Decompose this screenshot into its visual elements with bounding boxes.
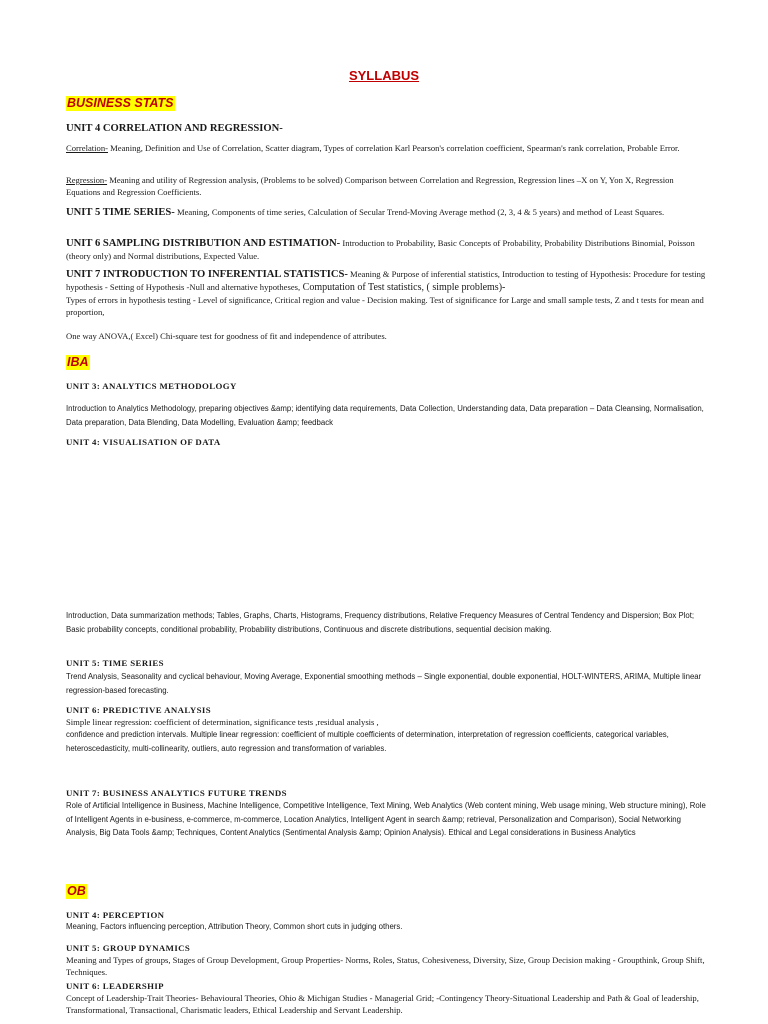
regression-label: Regression- xyxy=(66,175,108,185)
section-business-stats: BUSINESS STATS xyxy=(67,96,174,110)
bs-correlation xyxy=(66,142,706,154)
iba-unit7-text: Role of Artificial Intelligence in Business, Machine Intelligence, Competitive Intelligence, Text Mining, Web Analytics (Web content mining, Web usage mining, Web structure mining), Role of Intelligent Agents in e-business, e-commerce, m-commerce, Location Analytics, Intelligent Agent in search &amp; retrieval, Personalization and Comparison), Social Networking Analysis, Big Data Tools &amp; Techniques, Content Analytics (Sentimental Analysis &amp; Opinion Analysis). Ethical and Legal considerations in Business Analytics xyxy=(66,801,706,837)
bs-anova xyxy=(66,330,706,342)
iba-unit6-body xyxy=(66,728,706,755)
ob-unit6-heading: UNIT 6: LEADERSHIP xyxy=(66,981,164,991)
section-ob: OB xyxy=(67,884,86,898)
iba-unit4-text: Introduction, Data summarization methods; Tables, Graphs, Charts, Histograms, Frequency distributions, Relative Frequency Measures of Central Tendency and Dispersion; Box Plot; Basic probability concepts, conditional probability, Probability distributions, Continuous and discrete distributions, sequential decision making. xyxy=(66,611,695,634)
bs-unit6-heading: UNIT 6 SAMPLING DISTRIBUTION AND ESTIMATION- xyxy=(66,238,341,249)
bs-unit4-heading: UNIT 4 CORRELATION AND REGRESSION- xyxy=(66,123,283,134)
iba-unit5-body xyxy=(66,670,706,697)
bs-unit7-text2: Types of errors in hypothesis testing - Level of significance, Critical region and value - Decision making. Test of significance for Large and small sample tests, Z and t tests for mean and proportion, xyxy=(66,295,704,317)
ob-unit4-text: Meaning, Factors influencing perception, Attribution Theory, Common short cuts in judging others. xyxy=(66,922,403,931)
iba-unit3-text: Introduction to Analytics Methodology, preparing objectives &amp; identifying data requirements, Data Collection, Understanding data, Data preparation – Data Cleansing, Normalisation, Data preparation, Data Blending, Data Modelling, Evaluation &amp; feedback xyxy=(66,404,704,427)
bs-unit6-text: Introduction to Probability, Basic Concepts of Probability, Probability Distributions Binomial, Poisson (theory only) and Normal distributions, Expected Value. xyxy=(66,238,695,261)
iba-unit6 xyxy=(66,704,706,728)
iba-unit5 xyxy=(66,657,706,669)
correlation-text: Meaning, Definition and Use of Correlation, Scatter diagram, Types of correlation Karl Pearson's correlation coefficient, Spearman's rank correlation, Probable Error. xyxy=(108,143,680,153)
bs-unit6 xyxy=(66,237,706,262)
bs-unit7-text1: Meaning & Purpose of inferential statistics, Introduction to testing of Hypothesis: Procedure for testing hypothesis - Setting of Hypothesis -Null and alternative hypotheses, xyxy=(66,269,706,292)
correlation-label: Correlation- xyxy=(66,143,108,153)
anova-text: One way ANOVA,( Excel) Chi-square test for goodness of fit and independence of attributes. xyxy=(66,331,387,341)
ob-unit5-heading: UNIT 5: GROUP DYNAMICS xyxy=(66,943,191,953)
iba-unit4 xyxy=(66,436,706,448)
bs-unit7 xyxy=(66,268,706,318)
ob-unit6-text: Concept of Leadership-Trait Theories- Behavioural Theories, Ohio & Michigan Studies - Managerial Grid; -Contingency Theory-Situational Leadership and Path & Goal of leadership, Transformational, Transactional, Charismatic leaders, Ethical Leadership and Servant Leadership. xyxy=(66,993,699,1015)
ob-unit5-text: Meaning and Types of groups, Stages of Group Development, Group Properties- Norms, Roles, Status, Cohesiveness, Diversity, Size, Group Decision making - Groupthink, Group Shift, Techniques. xyxy=(66,955,705,977)
iba-unit6-heading: UNIT 6: PREDICTIVE ANALYSIS xyxy=(66,705,211,715)
iba-unit6-line1: Simple linear regression: coefficient of determination, significance tests ,residual analysis , xyxy=(66,717,379,727)
ob-unit4-heading: UNIT 4: PERCEPTION xyxy=(66,910,165,920)
bs-regression xyxy=(66,174,706,198)
ob-unit5 xyxy=(66,942,706,978)
iba-unit7-body xyxy=(66,799,706,840)
page-title: SYLLABUS xyxy=(348,68,420,83)
iba-unit4-heading: UNIT 4: VISUALISATION OF DATA xyxy=(66,437,221,447)
bs-unit5 xyxy=(66,206,706,219)
regression-text: Meaning and utility of Regression analysis, (Problems to be solved) Comparison between Correlation and Regression, Regression lines –X on Y, Yon X, Regression Equations and Regression Coefficients. xyxy=(66,175,674,197)
ob-unit4-body xyxy=(66,920,706,934)
section-iba: IBA xyxy=(67,355,89,369)
bs-unit7-text-big: Computation of Test statistics, ( simple problems)- xyxy=(300,282,506,293)
iba-unit6-text: confidence and prediction intervals. Multiple linear regression: coefficient of multiple coefficients of determination, interpretation of regression coefficients, categorical variables, heteroscedasticity, multi-collinearity, outliers, auto regression and transformation of variables. xyxy=(66,730,669,753)
bs-unit5-text: Meaning, Components of time series, Calculation of Secular Trend-Moving Average method (2, 3, 4 & 5 years) and method of Least Squares. xyxy=(174,207,665,217)
iba-unit4-body xyxy=(66,609,706,636)
iba-unit7-heading: UNIT 7: BUSINESS ANALYTICS FUTURE TRENDS xyxy=(66,788,287,798)
iba-unit3-body xyxy=(66,402,706,429)
iba-unit5-text: Trend Analysis, Seasonality and cyclical behaviour, Moving Average, Exponential smoothing methods – Single exponential, double exponential, HOLT-WINTERS, ARIMA, Multiple linear regression-based forecasting. xyxy=(66,672,702,695)
bs-unit4 xyxy=(66,122,706,135)
iba-unit3 xyxy=(66,380,706,392)
ob-unit6 xyxy=(66,980,706,1016)
bs-unit7-heading: UNIT 7 INTRODUCTION TO INFERENTIAL STATISTICS- xyxy=(66,269,348,280)
iba-unit5-heading: UNIT 5: TIME SERIES xyxy=(66,658,164,668)
iba-unit7 xyxy=(66,787,706,799)
bs-unit5-heading: UNIT 5 TIME SERIES- xyxy=(66,207,175,218)
iba-unit3-heading: UNIT 3: ANALYTICS METHODOLOGY xyxy=(66,381,237,391)
